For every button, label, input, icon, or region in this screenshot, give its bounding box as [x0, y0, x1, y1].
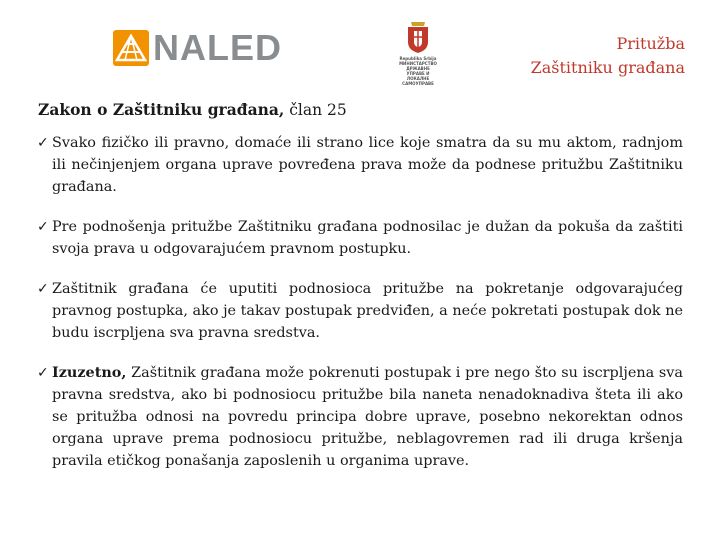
list-item: [38, 362, 683, 472]
checkmark-icon: ✓: [37, 365, 49, 381]
law-article: član 25: [284, 101, 347, 119]
ministry-caption: Republika Srbija МИНИСТАРСТВО ДРЖАВНЕ УПРАВЕ И ЛОКАЛНЕ САМОУПРАВЕ: [399, 56, 437, 86]
point-text: Pre podnošenja pritužbe Zaštitniku građana podnosilac je dužan da pokuša da zaštiti svoja prava u odgovarajućem pravnom postupku.: [52, 219, 683, 257]
law-reference: [38, 100, 347, 119]
naled-logo: [113, 27, 282, 68]
naled-mark-icon: [113, 30, 149, 66]
page-title: [531, 32, 685, 80]
checkmark-icon: ✓: [37, 219, 49, 235]
title-line-1: Pritužba: [616, 34, 685, 53]
point-text: Svako fizičko ili pravno, domaće ili strano lice koje smatra da su mu aktom, radnjom ili nečinjenjem organa uprave povređena prava može da podnese pritužbu Zaštitniku građana.: [52, 135, 683, 195]
title-line-2: Zaštitniku građana: [530, 58, 685, 77]
checkmark-icon: ✓: [37, 135, 49, 151]
point-text: Zaštitnik građana može pokrenuti postupak i pre nego što su iscrpljena sva pravna sredstva, ako bi podnosiocu pritužbe bila naneta nenadoknadiva šteta ili ako se pritužba odnosi na povredu principa dobre uprave, posebno nekorektan odnos organa uprave prema podnosiocu pritužbe, neblagovremen rad ili druga kršenja pravila etičkog ponašanja zaposlenih u organima uprave.: [52, 365, 683, 469]
law-name: Zakon o Zaštitniku građana,: [38, 100, 285, 119]
naled-wordmark: NALED: [153, 27, 282, 68]
points-list: [38, 132, 683, 490]
list-item: [38, 132, 683, 198]
ministry-crest: [398, 20, 438, 86]
list-item: [38, 278, 683, 344]
checkmark-icon: ✓: [37, 281, 49, 297]
point-lead: Izuzetno,: [52, 364, 127, 381]
point-text: Zaštitnik građana će uputiti podnosioca pritužbe na pokretanje odgovarajućeg pravnog postupka, ako je takav postupak predviđen, a neće pokretati postupak dok ne budu iscrpljena sva pravna sredstva.: [52, 281, 683, 341]
serbian-crest-icon: [405, 20, 431, 54]
list-item: [38, 216, 683, 260]
